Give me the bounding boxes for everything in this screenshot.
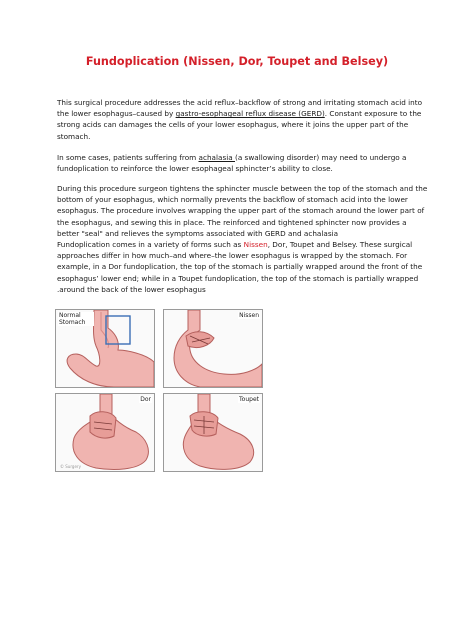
paragraph-procedure: During this procedure surgeon tightens the sphincter muscle between the top of the stomach and the bottom of your esophagus, which normally prevents the backflow of stomach acid into the lower esophagus. The procedure involves wrapping the upper part of the stomach around the lower part of the esophagus, and sewing this in place. The reinforced and tightened sphincter now provides a better "seal" and relieves the symptoms associated with GERD and achalasia — [57, 184, 428, 238]
paragraph-achalasia — [57, 152, 431, 174]
paragraph-intro — [57, 97, 431, 142]
intro-text-b: . Constant exposure to the strong acids can damages the cells of your lower esophagus, where it joins the upper part of the stomach. — [57, 109, 422, 141]
panel-normal-stomach — [55, 309, 155, 388]
panel-dor — [55, 393, 155, 472]
dor-illustration — [56, 394, 154, 471]
types-text-b: , Dor, Toupet and Belsey. These surgical approaches differ in how much–and where–the lower esophagus is wrapped by the stomach. For example, in a Dor fundoplication, the top of the stomach is partially wrapped around the front of the esophagus’ lower end; while in a Toupet fundoplication, the top of the stomach is partially wrapped .around the back of the lower esophagus — [57, 240, 423, 294]
page-title: Fundoplication (Nissen, Dor, Toupet and Belsey) — [85, 55, 389, 68]
panel-toupet-label: Toupet — [239, 396, 259, 403]
achalasia-link[interactable]: achalasia — [198, 153, 235, 162]
gerd-link[interactable]: gastro-esophageal reflux disease (GERD) — [175, 109, 325, 119]
nissen-illustration — [164, 310, 262, 387]
panel-nissen — [163, 309, 263, 388]
panel-nissen-label: Nissen — [239, 312, 259, 319]
panel-normal-label: Normal Stomach — [58, 312, 94, 326]
fundoplication-figure — [55, 309, 263, 471]
image-credit: © Surgery — [60, 464, 81, 469]
achalasia-text-b: (a swallowing disorder) may need to undergo a fundoplication to reinforce the lower esophageal sphincter’s ability to close. — [57, 153, 407, 174]
types-text-a: Fundoplication comes in a variety of forms such as — [57, 240, 244, 249]
achalasia-text-a: In some cases, patients suffering from — [57, 153, 199, 162]
intro-text-a: This surgical procedure addresses the acid reflux–backflow of strong and irritating stomach acid into the lower esophagus–caused by — [57, 98, 423, 119]
toupet-illustration — [164, 394, 262, 471]
paragraph-types — [57, 239, 431, 295]
panel-dor-label: Dor — [140, 396, 151, 403]
nissen-highlight: Nissen — [243, 240, 268, 249]
panel-toupet — [163, 393, 263, 472]
